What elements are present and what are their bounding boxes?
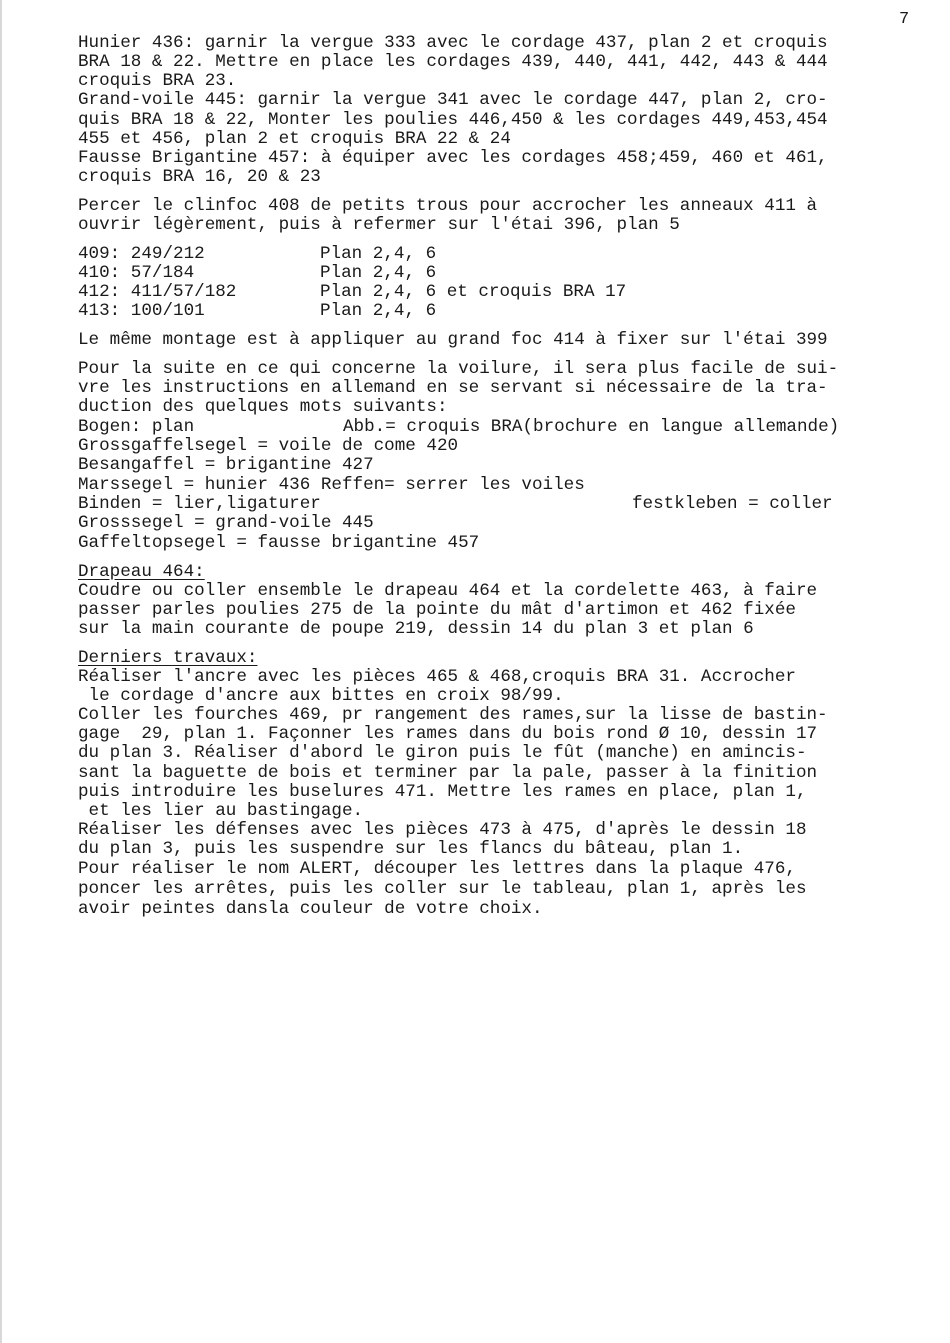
- glossary-entry: Grosssegel = grand-voile 445: [78, 513, 374, 533]
- glossary-entry: Binden = lier,ligaturer: [78, 494, 321, 514]
- glossary-entry-abb: Abb.= croquis BRA(brochure en langue allemande): [343, 417, 840, 437]
- text-line: passer parles poulies 275 de la pointe du mât d'artimon et 462 fixée: [78, 600, 796, 620]
- text-line: avoir peintes dansla couleur de votre choix.: [78, 899, 543, 919]
- parts-row-part: 412: 411/57/182: [78, 282, 237, 302]
- text-line: Coudre ou coller ensemble le drapeau 464 et la cordelette 463, à faire: [78, 581, 818, 601]
- text-line: Grand-voile 445: garnir la vergue 341 avec le cordage 447, plan 2, cro-: [78, 90, 828, 110]
- parts-row-ref: Plan 2,4, 6: [320, 301, 437, 321]
- text-line: duction des quelques mots suivants:: [78, 397, 448, 417]
- text-line: du plan 3, puis les suspendre sur les flancs du bâteau, plan 1.: [78, 839, 744, 859]
- text-line: gage 29, plan 1. Façonner les rames dans du bois rond Ø 10, dessin 17: [78, 724, 818, 744]
- page-edge: [0, 0, 2, 1343]
- section-heading-derniers-travaux: Derniers travaux:: [78, 648, 258, 668]
- text-line: Pour la suite en ce qui concerne la voilure, il sera plus facile de sui-: [78, 359, 839, 379]
- text-line: Réaliser l'ancre avec les pièces 465 & 468,croquis BRA 31. Accrocher: [78, 667, 796, 687]
- text-line: et les lier au bastingage.: [78, 801, 364, 821]
- text-line: sant la baguette de bois et terminer par la pale, passer à la finition: [78, 763, 818, 783]
- parts-row-part: 410: 57/184: [78, 263, 195, 283]
- glossary-entry: Marssegel = hunier 436 Reffen= serrer les voiles: [78, 475, 585, 495]
- parts-row-ref: Plan 2,4, 6: [320, 244, 437, 264]
- glossary-entry-bogen: Bogen: plan: [78, 417, 195, 437]
- text-line: Percer le clinfoc 408 de petits trous pour accrocher les anneaux 411 à: [78, 196, 818, 216]
- page-number: 7: [899, 10, 910, 29]
- text-line: poncer les arrêtes, puis les coller sur le tableau, plan 1, après les: [78, 879, 807, 899]
- parts-row-ref: Plan 2,4, 6 et croquis BRA 17: [320, 282, 627, 302]
- section-heading-drapeau: Drapeau 464:: [78, 562, 205, 582]
- text-line: Pour réaliser le nom ALERT, découper les lettres dans la plaque 476,: [78, 859, 796, 879]
- text-line: le cordage d'ancre aux bittes en croix 98/99.: [78, 686, 564, 706]
- text-line: Le même montage est à appliquer au grand foc 414 à fixer sur l'étai 399: [78, 330, 828, 350]
- text-line: croquis BRA 23.: [78, 71, 237, 91]
- parts-row-part: 409: 249/212: [78, 244, 205, 264]
- text-line: 455 et 456, plan 2 et croquis BRA 22 & 24: [78, 129, 511, 149]
- parts-row-part: 413: 100/101: [78, 301, 205, 321]
- text-line: Réaliser les défenses avec les pièces 473 à 475, d'après le dessin 18: [78, 820, 807, 840]
- text-line: vre les instructions en allemand en se servant si nécessaire de la tra-: [78, 378, 828, 398]
- glossary-entry: Grossgaffelsegel = voile de come 420: [78, 436, 459, 456]
- text-line: puis introduire les buselures 471. Mettre les rames en place, plan 1,: [78, 782, 807, 802]
- text-line: ouvrir légèrement, puis à refermer sur l'étai 396, plan 5: [78, 215, 680, 235]
- text-line: du plan 3. Réaliser d'abord le giron puis le fût (manche) en amincis-: [78, 743, 807, 763]
- glossary-entry: Gaffeltopsegel = fausse brigantine 457: [78, 533, 480, 553]
- text-line: croquis BRA 16, 20 & 23: [78, 167, 321, 187]
- text-line: Fausse Brigantine 457: à équiper avec les cordages 458;459, 460 et 461,: [78, 148, 828, 168]
- glossary-entry: festkleben = coller: [632, 494, 833, 514]
- parts-row-ref: Plan 2,4, 6: [320, 263, 437, 283]
- glossary-entry: Besangaffel = brigantine 427: [78, 455, 374, 475]
- text-line: BRA 18 & 22. Mettre en place les cordages 439, 440, 441, 442, 443 & 444: [78, 52, 828, 72]
- text-line: sur la main courante de poupe 219, dessin 14 du plan 3 et plan 6: [78, 619, 754, 639]
- text-line: Hunier 436: garnir la vergue 333 avec le cordage 437, plan 2 et croquis: [78, 33, 828, 53]
- text-line: Coller les fourches 469, pr rangement des rames,sur la lisse de bastin-: [78, 705, 828, 725]
- text-line: quis BRA 18 & 22, Monter les poulies 446,450 & les cordages 449,453,454: [78, 110, 828, 130]
